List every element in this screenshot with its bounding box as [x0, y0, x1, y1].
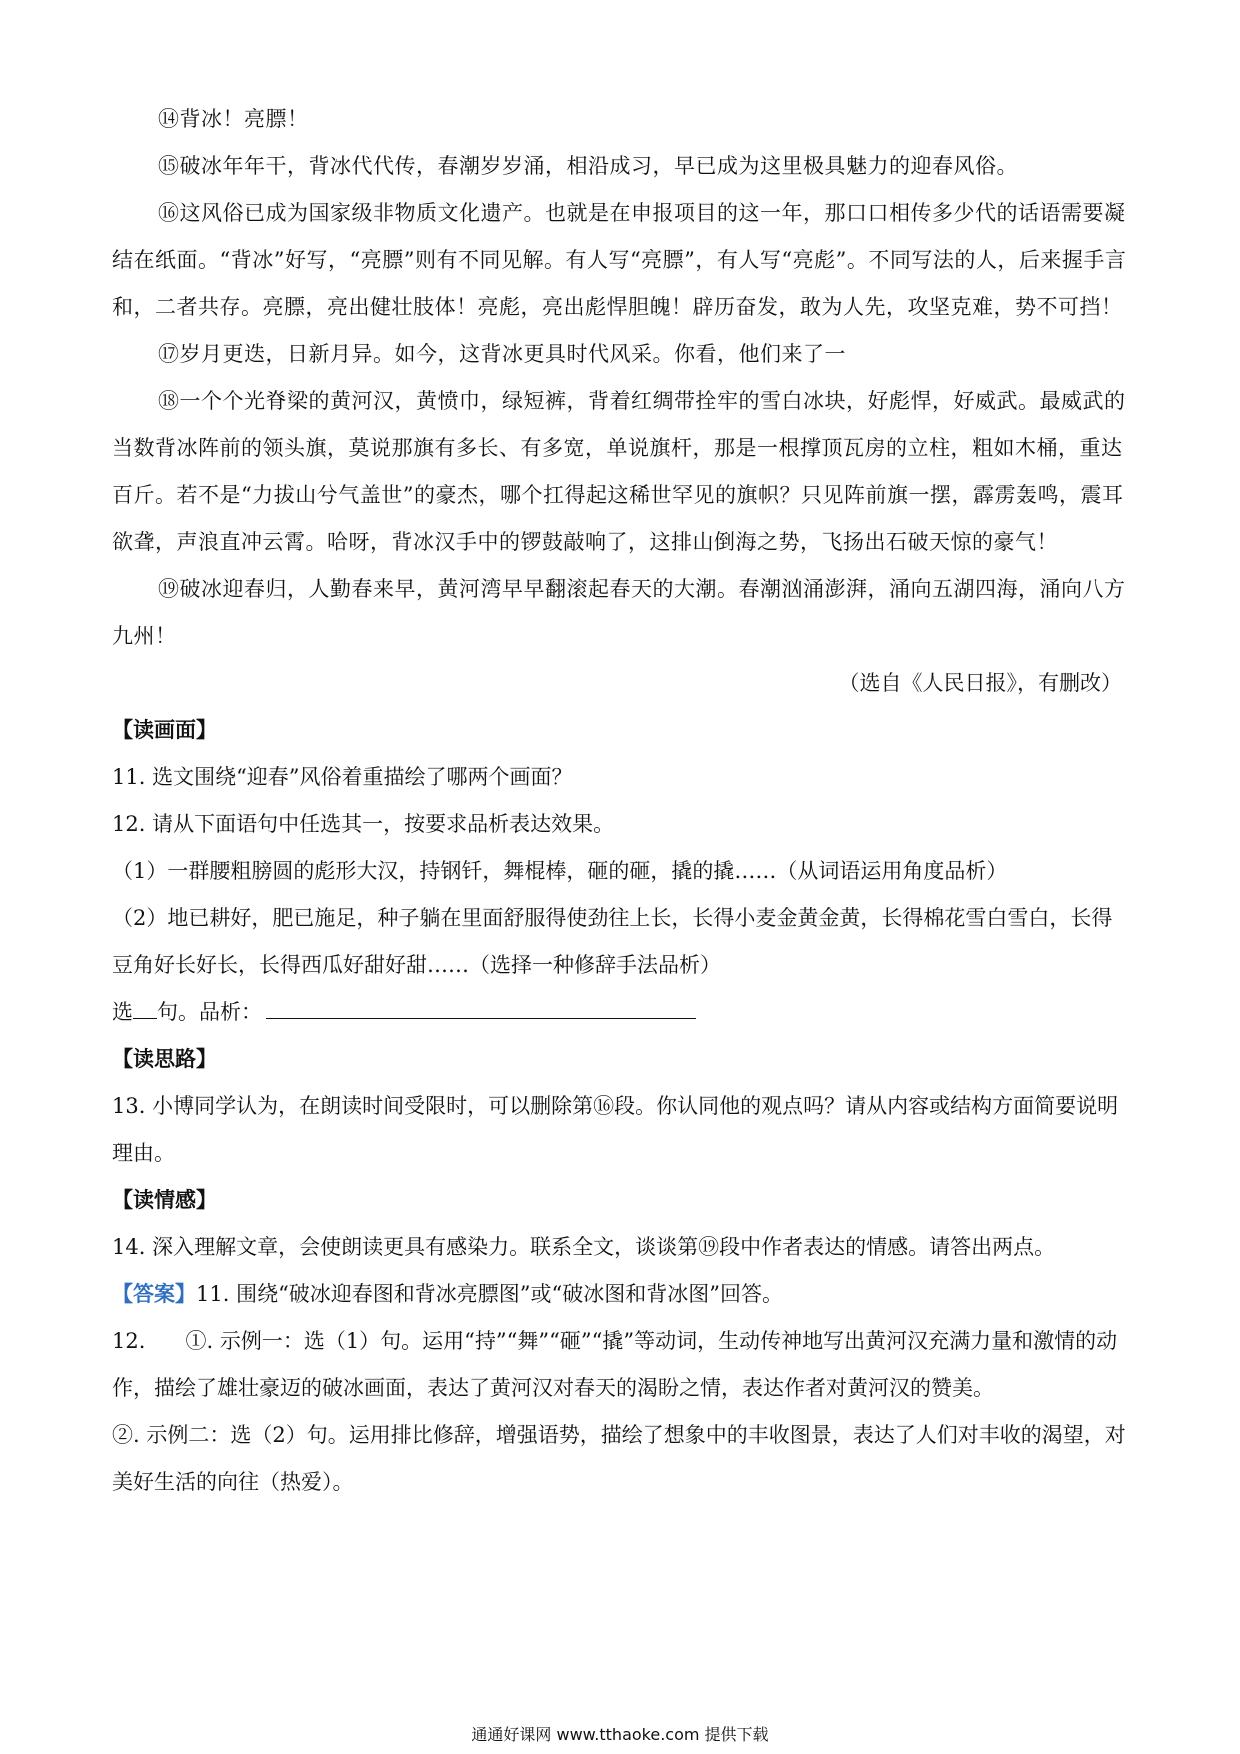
choose-suffix: 句。品析： [157, 1000, 262, 1024]
page-footer: 通通好课网 www.tthaoke.com 提供下载 [471, 1725, 769, 1744]
answer-12-example-1 [112, 1318, 1132, 1412]
paragraph-14: ⑭背冰！亮膘！ [158, 107, 309, 131]
answer-12-1-text: ①. 示例一：选（1）句。运用“持”“舞”“砸”“撬”等动词，生动传神地写出黄河汉充满力量和激情的动作，描绘了雄壮豪迈的破冰画面，表达了黄河汉对春天的渴盼之情，表达作者对黄河汉的赞美。 [112, 1329, 1118, 1400]
paragraph-19: ⑲破冰迎春归，人勤春来早，黄河湾早早翻滚起春天的大潮。春潮汹涌澎湃，涌向五湖四海，涌向八方九州！ [112, 577, 1126, 648]
answer-11 [112, 1271, 1132, 1318]
paragraph-18: ⑱一个个光脊梁的黄河汉，黄愤巾，绿短裤，背着红绸带拴牢的雪白冰块，好彪悍，好威武。最威武的当数背冰阵前的领头旗，莫说那旗有多长、有多宽，单说旗杆，那是一根撑顶瓦房的立柱，粗如木桶，重达百斤。若不是“力拔山兮气盖世”的豪杰，哪个扛得起这稀世罕见的旗帜？只见阵前旗一摆，霹雳轰鸣，震耳欲聋，声浪直冲云霄。哈呀，背冰汉手中的锣鼓敲响了，这排山倒海之势，飞扬出石破天惊的豪气！ [112, 389, 1126, 554]
document-content [112, 96, 1132, 1506]
answer-11-text: 11. 围绕“破冰迎春图和背冰亮膘图”或“破冰图和背冰图”回答。 [196, 1282, 784, 1306]
answer-12-example-2: ②. 示例二：选（2）句。运用排比修辞，增强语势，描绘了想象中的丰收图景，表达了人们对丰收的渴望，对美好生活的向往（热爱）。 [112, 1423, 1126, 1494]
choice-blank[interactable] [133, 996, 157, 1019]
question-12-option-1: （1）一群腰粗膀圆的彪形大汉，持钢钎，舞棍棒，砸的砸，撬的撬……（从词语运用角度品析） [112, 859, 1008, 883]
paragraph-17: ⑰岁月更迭，日新月异。如今，这背冰更具时代风采。你看，他们来了一 [158, 342, 846, 366]
question-12-option-2: （2）地已耕好，肥已施足，种子躺在里面舒服得使劲往上长，长得小麦金黄金黄，长得棉花雪白雪白，长得豆角好长好长，长得西瓜好甜好甜……（选择一种修辞手法品析） [112, 906, 1113, 977]
choose-prefix: 选 [112, 1000, 133, 1024]
question-11: 11. 选文围绕“迎春”风俗着重描绘了哪两个画面？ [112, 765, 573, 789]
section-read-thinking: 【读思路】 [112, 1047, 217, 1071]
paragraph-15: ⑮破冰年年干，背冰代代传，春潮岁岁涌，相沿成习，早已成为这里极具魅力的迎春风俗。 [158, 154, 1018, 178]
section-read-emotion: 【读情感】 [112, 1188, 217, 1212]
analysis-blank[interactable] [266, 996, 696, 1019]
answer-tag: 【答案】 [112, 1282, 196, 1306]
question-13: 13. 小博同学认为，在朗读时间受限时，可以删除第⑯段。你认同他的观点吗？请从内容或结构方面简要说明理由。 [112, 1094, 1119, 1165]
source-citation: （选自《人民日报》，有删改） [838, 671, 1122, 695]
question-14: 14. 深入理解文章，会使朗读更具有感染力。联系全文，谈谈第⑲段中作者表达的情感。请答出两点。 [112, 1235, 1056, 1259]
paragraph-16: ⑯这风俗已成为国家级非物质文化遗产。也就是在申报项目的这一年，那口口相传多少代的话语需要凝结在纸面。“背冰”好写，“亮膘”则有不同见解。有人写“亮膘”，有人写“亮彪”。不同写法的人，后来握手言和，二者共存。亮膘，亮出健壮肢体！亮彪，亮出彪悍胆魄！辟历奋发，敢为人先，攻坚克难，势不可挡！ [112, 201, 1127, 319]
question-12: 12. 请从下面语句中任选其一，按要求品析表达效果。 [112, 812, 615, 836]
section-read-picture: 【读画面】 [112, 718, 217, 742]
answer-12-label: 12. [112, 1329, 146, 1353]
question-12-answer-line [112, 989, 1132, 1036]
